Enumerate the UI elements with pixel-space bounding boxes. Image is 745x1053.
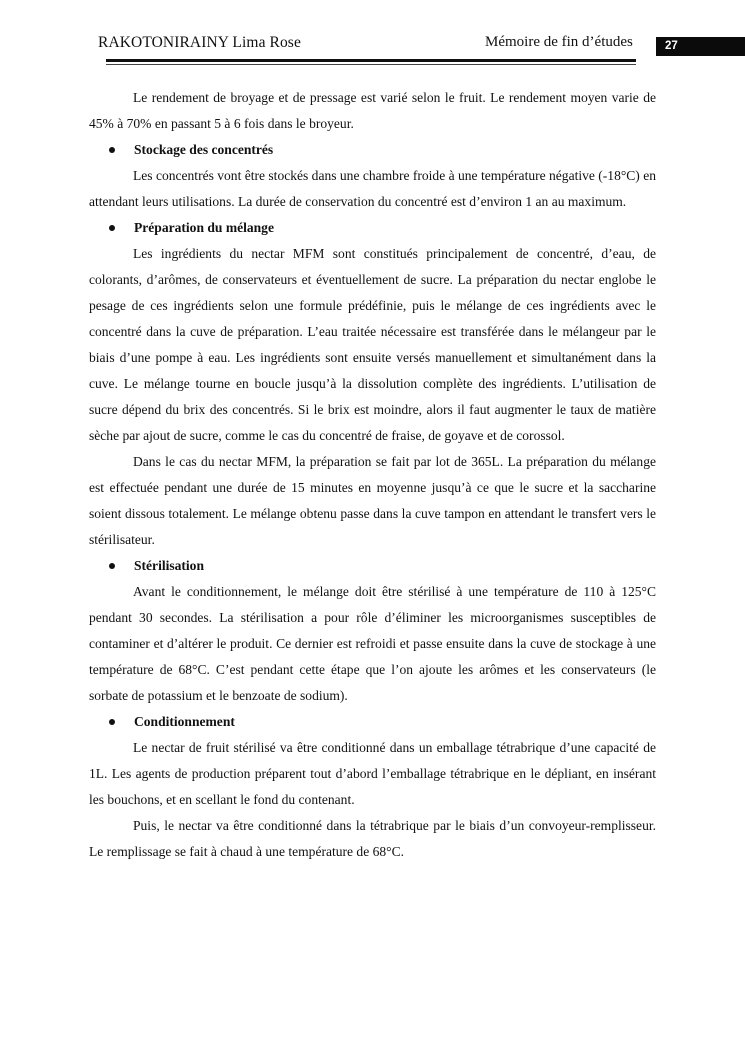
header-rule-thin [106,64,636,65]
section-heading-conditionnement [89,709,656,735]
header-rule-thick [106,59,636,62]
paragraph-emballage: Le nectar de fruit stérilisé va être conditionné dans un emballage tétrabrique d’une capacité de 1L. Les agents de production préparent tout d’abord l’emballage tétrabrique en le dépliant, en insérant les bouchons, et en scellant le fond du contenant. [89,740,656,807]
paragraph-sterilisation: Avant le conditionnement, le mélange doit être stérilisé à une température de 110 à 125°C pendant 30 secondes. La stérilisation a pour rôle d’éliminer les microorganismes susceptibles de contaminer et d’altérer le produit. Ce dernier est refroidi et passe ensuite dans la cuve de stockage à une température de 68°C. C’est pendant cette étape que l’on ajoute les arômes et les conservateurs (le sorbate de potassium et le benzoate de sodium). [89,584,656,703]
paragraph-rendement: Le rendement de broyage et de pressage est varié selon le fruit. Le rendement moyen varie de 45% à 70% en passant 5 à 6 fois dans le broyeur. [89,90,656,131]
heading-text: Conditionnement [134,714,235,729]
paragraph-ingredients: Les ingrédients du nectar MFM sont constitués principalement de concentré, d’eau, de colorants, d’arômes, de conservateurs et éventuellement de sucre. La préparation du nectar englobe le pesage de ces ingrédients selon une formule prédéfinie, puis le mélange de ces ingrédients avec le concentré dans la cuve de préparation. L’eau traitée nécessaire est transférée dans le mélangeur par le biais d’une pompe à eau. Les ingrédients sont ensuite versés manuellement et simultanément dans la cuve. Le mélange tourne en boucle jusqu’à la dissolution complète des ingrédients. L’utilisation de sucre dépend du brix des concentrés. Si le brix est moindre, alors il faut augmenter le taux de matière sèche par ajout de sucre, comme le cas du concentré de fraise, de goyave et de corossol. [89,246,656,443]
header-document-type: Mémoire de fin d’études [485,34,633,50]
paragraph-remplissage: Puis, le nectar va être conditionné dans la tétrabrique par le biais d’un convoyeur-remplisseur. Le remplissage se fait à chaud à une température de 68°C. [89,818,656,859]
paragraph-stockage: Les concentrés vont être stockés dans une chambre froide à une température négative (-18°C) en attendant leurs utilisations. La durée de conservation du concentré est d’environ 1 an au maximum. [89,168,656,209]
bullet-icon [109,719,115,725]
heading-text: Préparation du mélange [134,220,274,235]
header-author: RAKOTONIRAINY Lima Rose [98,34,301,51]
bullet-icon [109,225,115,231]
paragraph-preparation-lot: Dans le cas du nectar MFM, la préparation se fait par lot de 365L. La préparation du mélange est effectuée pendant une durée de 15 minutes en moyenne jusqu’à ce que le sucre et la saccharine soient dissous totalement. Le mélange obtenu passe dans la cuve tampon en attendant le transfert vers le stérilisateur. [89,454,656,547]
bullet-icon [109,563,115,569]
bullet-icon [109,147,115,153]
section-heading-preparation [89,215,656,241]
heading-text: Stérilisation [134,558,204,573]
section-heading-sterilisation [89,553,656,579]
page-body [89,85,656,865]
page-number-badge: 27 [656,37,745,56]
section-heading-stockage [89,137,656,163]
heading-text: Stockage des concentrés [134,142,274,157]
